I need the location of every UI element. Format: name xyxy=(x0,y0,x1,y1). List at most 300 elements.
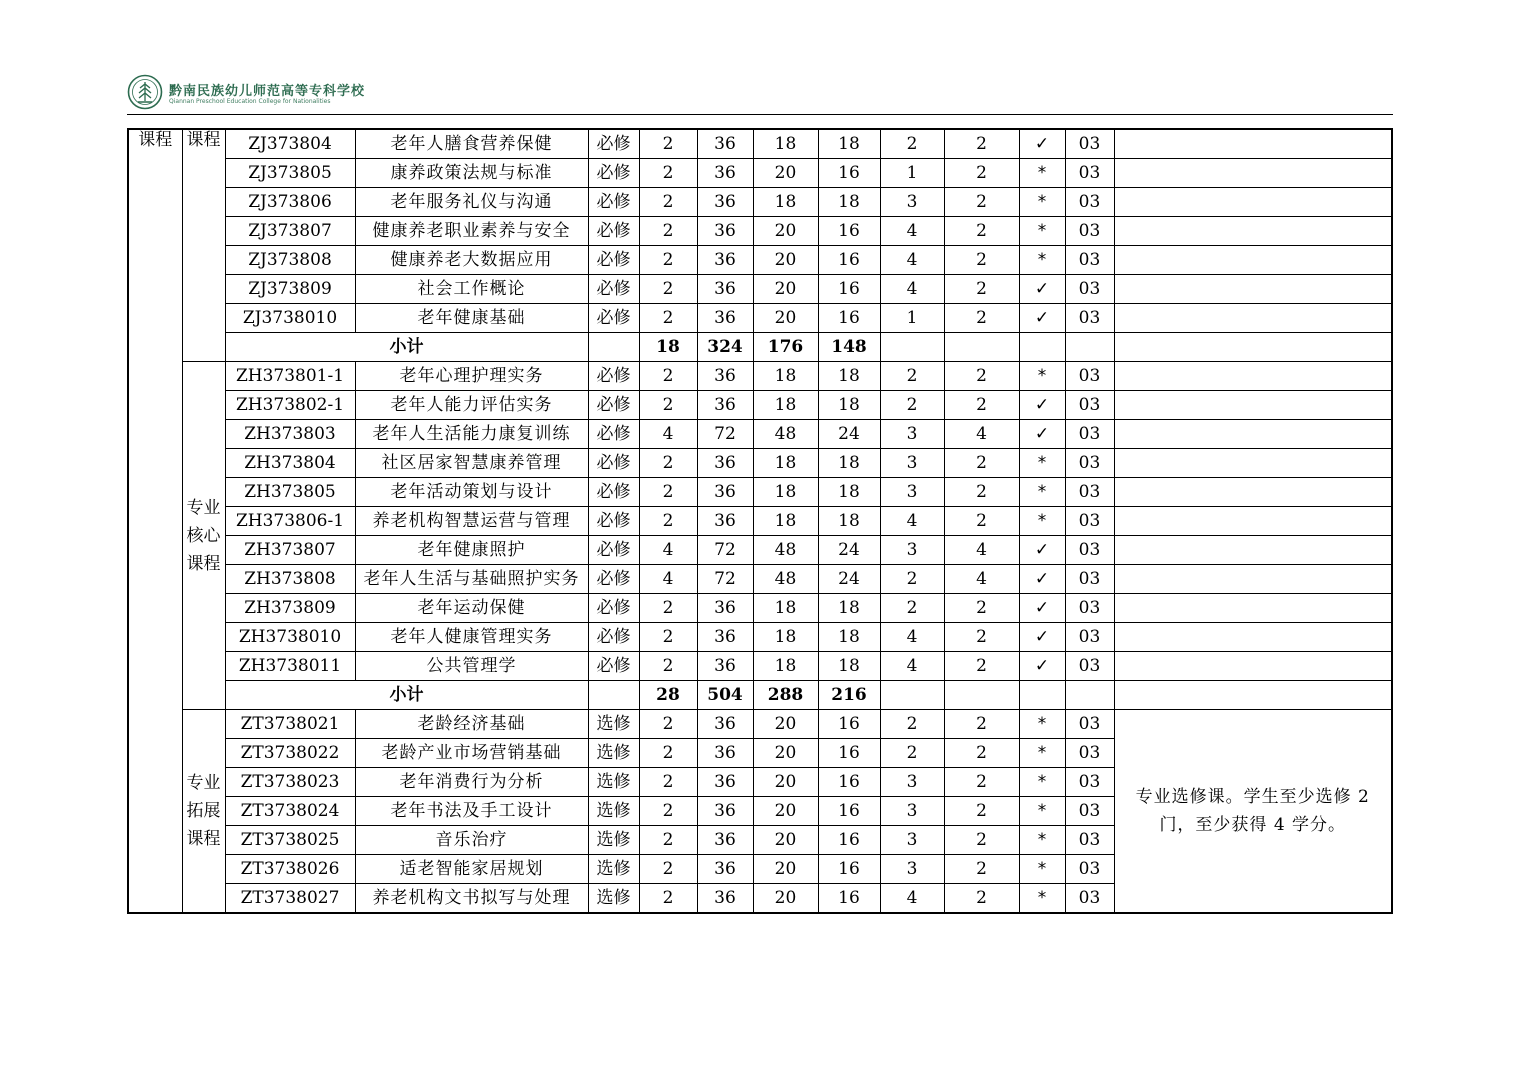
course-type: 选修 xyxy=(588,739,639,768)
assessment-mark: ✓ xyxy=(1019,275,1065,304)
assessment-mark: ✓ xyxy=(1019,391,1065,420)
course-name: 社会工作概论 xyxy=(355,275,588,304)
course-type: 必修 xyxy=(588,478,639,507)
practice-hours: 18 xyxy=(818,449,880,478)
assessment-mark: ✓ xyxy=(1019,129,1065,159)
dept-code: 03 xyxy=(1065,275,1114,304)
category-outer-label: 课程 xyxy=(128,129,182,913)
assessment-mark: * xyxy=(1019,739,1065,768)
weekly-hours: 4 xyxy=(944,536,1019,565)
semester: 4 xyxy=(880,246,944,275)
practice-hours: 18 xyxy=(818,478,880,507)
elective-note: 专业选修课。学生至少选修 2 门，至少获得 4 学分。 xyxy=(1114,710,1392,914)
credit: 2 xyxy=(639,855,697,884)
total-hours: 36 xyxy=(697,478,753,507)
theory-hours: 20 xyxy=(753,739,818,768)
theory-hours: 20 xyxy=(753,217,818,246)
semester: 3 xyxy=(880,826,944,855)
weekly-hours: 2 xyxy=(944,478,1019,507)
table-row xyxy=(128,478,1392,507)
practice-hours: 16 xyxy=(818,246,880,275)
course-type: 必修 xyxy=(588,129,639,159)
semester: 4 xyxy=(880,217,944,246)
course-name: 老年活动策划与设计 xyxy=(355,478,588,507)
assessment-mark: * xyxy=(1019,217,1065,246)
total-hours: 36 xyxy=(697,855,753,884)
practice-hours: 18 xyxy=(818,623,880,652)
credit: 2 xyxy=(639,304,697,333)
theory-hours: 20 xyxy=(753,826,818,855)
credit: 2 xyxy=(639,449,697,478)
school-name-en: Qiannan Preschool Education College for Nationalities xyxy=(169,98,331,105)
credit: 2 xyxy=(639,129,697,159)
credit: 2 xyxy=(639,159,697,188)
note-cell xyxy=(1114,275,1392,304)
subtotal-empty xyxy=(1019,333,1065,362)
course-table-body xyxy=(128,129,1392,913)
course-code: ZT3738027 xyxy=(225,884,355,914)
weekly-hours: 2 xyxy=(944,594,1019,623)
note-cell xyxy=(1114,159,1392,188)
dept-code: 03 xyxy=(1065,304,1114,333)
course-code: ZT3738026 xyxy=(225,855,355,884)
course-name: 适老智能家居规划 xyxy=(355,855,588,884)
note-cell xyxy=(1114,652,1392,681)
assessment-mark: ✓ xyxy=(1019,420,1065,449)
credit: 2 xyxy=(639,507,697,536)
subtotal-empty xyxy=(1019,681,1065,710)
practice-hours: 16 xyxy=(818,826,880,855)
total-hours: 36 xyxy=(697,623,753,652)
note-cell xyxy=(1114,623,1392,652)
weekly-hours: 4 xyxy=(944,420,1019,449)
total-hours: 36 xyxy=(697,129,753,159)
practice-hours: 18 xyxy=(818,129,880,159)
weekly-hours: 2 xyxy=(944,188,1019,217)
course-type: 必修 xyxy=(588,391,639,420)
dept-code: 03 xyxy=(1065,565,1114,594)
course-code: ZT3738022 xyxy=(225,739,355,768)
course-type: 选修 xyxy=(588,710,639,739)
practice-hours: 16 xyxy=(818,884,880,914)
school-name-cn: 黔南民族幼儿师范高等专科学校 xyxy=(169,84,366,99)
theory-hours: 20 xyxy=(753,797,818,826)
practice-hours: 18 xyxy=(818,507,880,536)
practice-hours: 24 xyxy=(818,420,880,449)
course-type: 必修 xyxy=(588,565,639,594)
subtotal-empty xyxy=(588,681,639,710)
course-type: 选修 xyxy=(588,797,639,826)
note-cell xyxy=(1114,391,1392,420)
semester: 3 xyxy=(880,449,944,478)
credit: 2 xyxy=(639,362,697,391)
credit: 2 xyxy=(639,188,697,217)
theory-hours: 20 xyxy=(753,304,818,333)
course-type: 选修 xyxy=(588,826,639,855)
course-code: ZH373801-1 xyxy=(225,362,355,391)
total-hours: 36 xyxy=(697,768,753,797)
course-name: 老年运动保健 xyxy=(355,594,588,623)
dept-code: 03 xyxy=(1065,536,1114,565)
theory-hours: 20 xyxy=(753,275,818,304)
semester: 3 xyxy=(880,188,944,217)
subtotal-practice: 216 xyxy=(818,681,880,710)
credit: 4 xyxy=(639,420,697,449)
total-hours: 36 xyxy=(697,391,753,420)
semester: 2 xyxy=(880,739,944,768)
course-name: 养老机构智慧运营与管理 xyxy=(355,507,588,536)
semester: 3 xyxy=(880,536,944,565)
semester: 2 xyxy=(880,362,944,391)
weekly-hours: 2 xyxy=(944,739,1019,768)
credit: 2 xyxy=(639,246,697,275)
theory-hours: 18 xyxy=(753,391,818,420)
course-type: 必修 xyxy=(588,188,639,217)
course-type: 必修 xyxy=(588,304,639,333)
semester: 4 xyxy=(880,507,944,536)
total-hours: 36 xyxy=(697,449,753,478)
course-code: ZH373803 xyxy=(225,420,355,449)
course-name: 老年人膳食营养保健 xyxy=(355,129,588,159)
credit: 2 xyxy=(639,826,697,855)
dept-code: 03 xyxy=(1065,797,1114,826)
theory-hours: 20 xyxy=(753,246,818,275)
total-hours: 36 xyxy=(697,797,753,826)
course-name: 健康养老职业素养与安全 xyxy=(355,217,588,246)
total-hours: 72 xyxy=(697,536,753,565)
practice-hours: 16 xyxy=(818,739,880,768)
practice-hours: 18 xyxy=(818,188,880,217)
assessment-mark: * xyxy=(1019,507,1065,536)
theory-hours: 48 xyxy=(753,420,818,449)
course-code: ZH373804 xyxy=(225,449,355,478)
semester: 3 xyxy=(880,797,944,826)
practice-hours: 16 xyxy=(818,217,880,246)
dept-code: 03 xyxy=(1065,246,1114,275)
weekly-hours: 2 xyxy=(944,129,1019,159)
theory-hours: 18 xyxy=(753,507,818,536)
practice-hours: 16 xyxy=(818,855,880,884)
credit: 4 xyxy=(639,536,697,565)
credit: 2 xyxy=(639,275,697,304)
dept-code: 03 xyxy=(1065,739,1114,768)
total-hours: 36 xyxy=(697,652,753,681)
note-cell xyxy=(1114,449,1392,478)
dept-code: 03 xyxy=(1065,449,1114,478)
semester: 2 xyxy=(880,565,944,594)
header-rule xyxy=(127,114,1393,115)
course-code: ZJ373806 xyxy=(225,188,355,217)
credit: 2 xyxy=(639,797,697,826)
theory-hours: 48 xyxy=(753,565,818,594)
dept-code: 03 xyxy=(1065,652,1114,681)
weekly-hours: 2 xyxy=(944,159,1019,188)
semester: 3 xyxy=(880,855,944,884)
practice-hours: 18 xyxy=(818,652,880,681)
weekly-hours: 2 xyxy=(944,710,1019,739)
course-type: 必修 xyxy=(588,362,639,391)
weekly-hours: 2 xyxy=(944,855,1019,884)
semester: 2 xyxy=(880,710,944,739)
course-code: ZH3738011 xyxy=(225,652,355,681)
practice-hours: 16 xyxy=(818,797,880,826)
semester: 4 xyxy=(880,652,944,681)
theory-hours: 18 xyxy=(753,594,818,623)
dept-code: 03 xyxy=(1065,884,1114,914)
assessment-mark: * xyxy=(1019,855,1065,884)
theory-hours: 18 xyxy=(753,623,818,652)
course-code: ZJ373809 xyxy=(225,275,355,304)
weekly-hours: 2 xyxy=(944,826,1019,855)
note-cell xyxy=(1114,217,1392,246)
dept-code: 03 xyxy=(1065,129,1114,159)
assessment-mark: * xyxy=(1019,362,1065,391)
category-label-core: 专业核心课程 xyxy=(182,362,225,710)
course-type: 必修 xyxy=(588,159,639,188)
course-type: 必修 xyxy=(588,217,639,246)
course-table xyxy=(127,128,1393,914)
course-name: 老年健康照护 xyxy=(355,536,588,565)
subtotal-empty xyxy=(880,681,944,710)
course-name: 公共管理学 xyxy=(355,652,588,681)
note-cell xyxy=(1114,246,1392,275)
dept-code: 03 xyxy=(1065,768,1114,797)
weekly-hours: 2 xyxy=(944,623,1019,652)
assessment-mark: * xyxy=(1019,246,1065,275)
assessment-mark: * xyxy=(1019,188,1065,217)
credit: 2 xyxy=(639,217,697,246)
total-hours: 72 xyxy=(697,420,753,449)
subtotal-label: 小计 xyxy=(225,333,588,362)
credit: 4 xyxy=(639,565,697,594)
total-hours: 36 xyxy=(697,362,753,391)
table-row xyxy=(128,681,1392,710)
dept-code: 03 xyxy=(1065,826,1114,855)
table-row xyxy=(128,275,1392,304)
dept-code: 03 xyxy=(1065,188,1114,217)
course-type: 必修 xyxy=(588,246,639,275)
dept-code: 03 xyxy=(1065,362,1114,391)
subtotal-total: 324 xyxy=(697,333,753,362)
theory-hours: 48 xyxy=(753,536,818,565)
credit: 2 xyxy=(639,391,697,420)
course-type: 必修 xyxy=(588,623,639,652)
semester: 3 xyxy=(880,478,944,507)
weekly-hours: 2 xyxy=(944,507,1019,536)
table-row xyxy=(128,594,1392,623)
note-cell xyxy=(1114,420,1392,449)
dept-code: 03 xyxy=(1065,594,1114,623)
total-hours: 72 xyxy=(697,565,753,594)
practice-hours: 24 xyxy=(818,565,880,594)
note-cell xyxy=(1114,188,1392,217)
weekly-hours: 2 xyxy=(944,768,1019,797)
course-type: 必修 xyxy=(588,449,639,478)
note-cell xyxy=(1114,333,1392,362)
note-cell xyxy=(1114,594,1392,623)
course-code: ZH373805 xyxy=(225,478,355,507)
dept-code: 03 xyxy=(1065,478,1114,507)
school-emblem-icon xyxy=(127,74,163,110)
course-name: 老年人能力评估实务 xyxy=(355,391,588,420)
table-row xyxy=(128,623,1392,652)
subtotal-theory: 176 xyxy=(753,333,818,362)
note-cell xyxy=(1114,681,1392,710)
total-hours: 36 xyxy=(697,739,753,768)
total-hours: 36 xyxy=(697,884,753,914)
dept-code: 03 xyxy=(1065,507,1114,536)
weekly-hours: 2 xyxy=(944,449,1019,478)
practice-hours: 16 xyxy=(818,275,880,304)
weekly-hours: 2 xyxy=(944,391,1019,420)
note-cell xyxy=(1114,362,1392,391)
credit: 2 xyxy=(639,710,697,739)
theory-hours: 20 xyxy=(753,768,818,797)
subtotal-label: 小计 xyxy=(225,681,588,710)
course-name: 老龄产业市场营销基础 xyxy=(355,739,588,768)
subtotal-empty xyxy=(880,333,944,362)
assessment-mark: * xyxy=(1019,826,1065,855)
dept-code: 03 xyxy=(1065,217,1114,246)
table-row xyxy=(128,449,1392,478)
course-name: 养老机构文书拟写与处理 xyxy=(355,884,588,914)
subtotal-empty xyxy=(1065,333,1114,362)
practice-hours: 18 xyxy=(818,594,880,623)
credit: 2 xyxy=(639,652,697,681)
credit: 2 xyxy=(639,884,697,914)
assessment-mark: ✓ xyxy=(1019,623,1065,652)
assessment-mark: * xyxy=(1019,768,1065,797)
course-name: 社区居家智慧康养管理 xyxy=(355,449,588,478)
assessment-mark: ✓ xyxy=(1019,652,1065,681)
page-header xyxy=(127,72,1393,114)
course-name: 老年服务礼仪与沟通 xyxy=(355,188,588,217)
course-code: ZT3738023 xyxy=(225,768,355,797)
semester: 3 xyxy=(880,420,944,449)
semester: 4 xyxy=(880,275,944,304)
weekly-hours: 2 xyxy=(944,217,1019,246)
category-label-extension: 专业拓展课程 xyxy=(182,710,225,914)
course-name: 老年消费行为分析 xyxy=(355,768,588,797)
semester: 1 xyxy=(880,304,944,333)
table-row xyxy=(128,333,1392,362)
course-type: 选修 xyxy=(588,855,639,884)
course-name: 老年书法及手工设计 xyxy=(355,797,588,826)
weekly-hours: 2 xyxy=(944,652,1019,681)
course-code: ZH373809 xyxy=(225,594,355,623)
course-code: ZJ373804 xyxy=(225,129,355,159)
subtotal-empty xyxy=(944,333,1019,362)
weekly-hours: 2 xyxy=(944,275,1019,304)
course-code: ZT3738024 xyxy=(225,797,355,826)
course-type: 必修 xyxy=(588,507,639,536)
subtotal-empty xyxy=(1065,681,1114,710)
subtotal-credit: 28 xyxy=(639,681,697,710)
practice-hours: 16 xyxy=(818,304,880,333)
course-type: 选修 xyxy=(588,768,639,797)
course-type: 必修 xyxy=(588,536,639,565)
theory-hours: 18 xyxy=(753,478,818,507)
total-hours: 36 xyxy=(697,507,753,536)
dept-code: 03 xyxy=(1065,420,1114,449)
theory-hours: 20 xyxy=(753,159,818,188)
weekly-hours: 2 xyxy=(944,246,1019,275)
course-type: 必修 xyxy=(588,594,639,623)
subtotal-theory: 288 xyxy=(753,681,818,710)
subtotal-practice: 148 xyxy=(818,333,880,362)
assessment-mark: ✓ xyxy=(1019,536,1065,565)
subtotal-total: 504 xyxy=(697,681,753,710)
total-hours: 36 xyxy=(697,710,753,739)
course-type: 选修 xyxy=(588,884,639,914)
assessment-mark: ✓ xyxy=(1019,304,1065,333)
table-row xyxy=(128,391,1392,420)
course-type: 必修 xyxy=(588,275,639,304)
course-name: 老年人生活与基础照护实务 xyxy=(355,565,588,594)
note-cell xyxy=(1114,565,1392,594)
dept-code: 03 xyxy=(1065,855,1114,884)
weekly-hours: 2 xyxy=(944,362,1019,391)
table-row xyxy=(128,420,1392,449)
assessment-mark: * xyxy=(1019,884,1065,914)
table-row xyxy=(128,507,1392,536)
assessment-mark: * xyxy=(1019,710,1065,739)
assessment-mark: ✓ xyxy=(1019,565,1065,594)
total-hours: 36 xyxy=(697,217,753,246)
theory-hours: 20 xyxy=(753,884,818,914)
table-row xyxy=(128,652,1392,681)
practice-hours: 16 xyxy=(818,159,880,188)
course-code: ZJ373805 xyxy=(225,159,355,188)
assessment-mark: * xyxy=(1019,797,1065,826)
total-hours: 36 xyxy=(697,246,753,275)
table-row xyxy=(128,217,1392,246)
assessment-mark: ✓ xyxy=(1019,594,1065,623)
course-code: ZJ373807 xyxy=(225,217,355,246)
dept-code: 03 xyxy=(1065,391,1114,420)
dept-code: 03 xyxy=(1065,623,1114,652)
course-name: 音乐治疗 xyxy=(355,826,588,855)
credit: 2 xyxy=(639,594,697,623)
course-code: ZH373802-1 xyxy=(225,391,355,420)
course-code: ZH373808 xyxy=(225,565,355,594)
table-row xyxy=(128,246,1392,275)
total-hours: 36 xyxy=(697,275,753,304)
table-row xyxy=(128,159,1392,188)
practice-hours: 18 xyxy=(818,391,880,420)
table-row xyxy=(128,710,1392,739)
table-row xyxy=(128,536,1392,565)
course-code: ZT3738025 xyxy=(225,826,355,855)
course-code: ZH373806-1 xyxy=(225,507,355,536)
theory-hours: 18 xyxy=(753,362,818,391)
course-name: 老年人健康管理实务 xyxy=(355,623,588,652)
semester: 1 xyxy=(880,159,944,188)
credit: 2 xyxy=(639,739,697,768)
semester: 3 xyxy=(880,768,944,797)
course-code: ZH373807 xyxy=(225,536,355,565)
course-type: 必修 xyxy=(588,420,639,449)
dept-code: 03 xyxy=(1065,710,1114,739)
practice-hours: 18 xyxy=(818,362,880,391)
practice-hours: 24 xyxy=(818,536,880,565)
theory-hours: 18 xyxy=(753,652,818,681)
theory-hours: 18 xyxy=(753,188,818,217)
semester: 2 xyxy=(880,594,944,623)
credit: 2 xyxy=(639,478,697,507)
table-row xyxy=(128,129,1392,159)
course-code: ZJ3738010 xyxy=(225,304,355,333)
